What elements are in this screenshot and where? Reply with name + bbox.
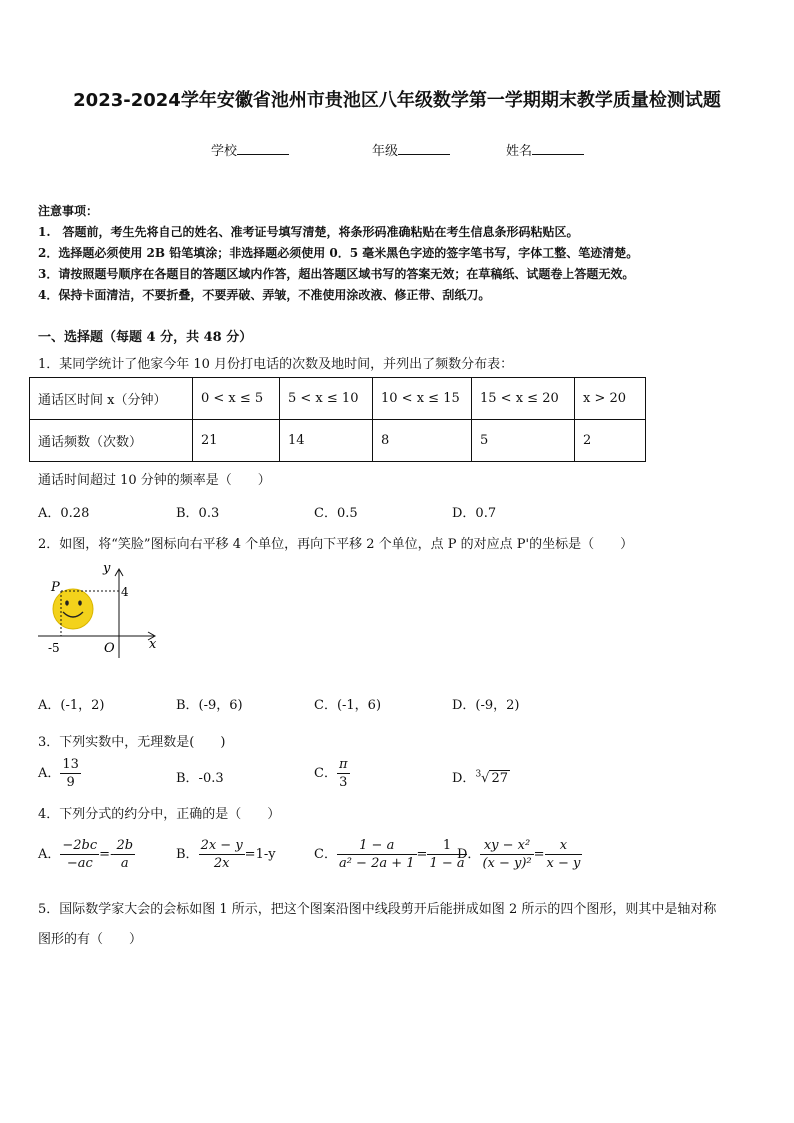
x-tick-minus5: -5 (48, 641, 60, 655)
option-letter: A． (38, 766, 61, 781)
denominator: 9 (66, 775, 75, 790)
fraction (60, 757, 81, 790)
numerator: π (338, 757, 348, 772)
q5-stem-line2: 图形的有（ ） (38, 932, 143, 947)
denominator: 3 (339, 775, 348, 790)
q4-option-d[interactable] (457, 838, 582, 871)
table-cell: 0 < x ≤ 5 (193, 378, 280, 420)
page-title: 2023-2024学年安徽省池州市贵池区八年级数学第一学期期末教学质量检测试题 (73, 90, 721, 111)
q3-option-b[interactable]: B．-0.3 (176, 771, 224, 786)
school-blank (237, 143, 289, 155)
fraction (337, 757, 350, 790)
q3-option-d[interactable] (452, 767, 510, 786)
option-letter: C． (314, 766, 337, 781)
q2-option-b[interactable]: B．(-9，6) (176, 698, 243, 713)
denominator: x − y (546, 856, 581, 871)
frequency-table (29, 377, 646, 462)
fraction (199, 838, 245, 871)
option-letter: A． (38, 847, 61, 862)
numerator: 2b (116, 838, 134, 853)
denominator: 1 − a (429, 856, 465, 871)
smiley-face-icon (53, 589, 93, 629)
option-letter: D． (452, 771, 476, 786)
fraction (114, 838, 135, 871)
table-cell: 8 (373, 420, 472, 462)
q3-stem: 3．下列实数中，无理数是( ) (38, 735, 226, 750)
q4-option-b[interactable] (176, 838, 276, 871)
table-cell: 5 (472, 420, 575, 462)
option-letter: B． (176, 847, 199, 862)
table-cell: 21 (193, 420, 280, 462)
origin-label: O (104, 641, 115, 656)
q3-option-c[interactable] (314, 757, 350, 790)
q2-option-a[interactable]: A．(-1，2) (38, 698, 105, 713)
option-letter: C． (314, 847, 337, 862)
q4-option-c[interactable] (314, 838, 467, 871)
radical-sign-icon: √ (481, 771, 490, 786)
smiley-left-eye (65, 600, 69, 605)
denominator: 2x (213, 856, 230, 871)
q4-option-a[interactable] (38, 838, 135, 871)
root-index: 3 (475, 769, 482, 780)
numerator: 1 − a (337, 838, 417, 855)
grade-blank (398, 143, 450, 155)
school-label: 学校 (211, 144, 238, 159)
q1-option-d[interactable]: D．0.7 (452, 506, 497, 521)
x-axis-label: x (149, 637, 157, 652)
q1-option-a[interactable]: A．0.28 (38, 506, 90, 521)
fraction (545, 838, 583, 871)
q1-option-b[interactable]: B．0.3 (176, 506, 220, 521)
numerator: 1 (427, 838, 466, 855)
q2-option-d[interactable]: D．(-9，2) (452, 698, 520, 713)
note-item: 1. 答题前，考生先将自己的姓名、准考证号填写清楚，将条形码准确粘贴在考生信息条形码粘贴区。 (38, 225, 579, 239)
table-cell: 通话频数（次数） (30, 420, 193, 462)
option-letter: D． (457, 847, 481, 862)
y-tick-4: 4 (121, 585, 129, 599)
q4-stem: 4．下列分式的约分中，正确的是（ ） (38, 807, 281, 822)
fraction (60, 838, 99, 871)
denominator: −ac (66, 856, 93, 871)
q1-stem: 1．某同学统计了他家今年 10 月份打电话的次数及地时间，并列出了频数分布表： (38, 357, 514, 372)
numerator: x (545, 838, 583, 855)
q5-stem-line1: 5．国际数学家大会的会标如图 1 所示，把这个图案沿图中线段剪开后能拼成如图 2 所示的四个图形，则其中是轴对称 (38, 902, 717, 917)
notes-heading: 注意事项： (38, 204, 99, 218)
section-heading: 一、选择题（每题 4 分，共 48 分） (38, 330, 253, 345)
denominator: a (120, 856, 129, 871)
note-item: 2．选择题必须使用 2B 铅笔填涂；非选择题必须使用 0．5 毫米黑色字迹的签字笔书写，字体工整、笔迹清楚。 (38, 246, 639, 260)
table-cell: 通话区时间 x（分钟） (30, 378, 193, 420)
point-p-label: P (51, 580, 60, 595)
q3-option-a[interactable] (38, 757, 81, 790)
grade-label: 年级 (372, 144, 399, 159)
smiley-right-eye (78, 600, 82, 605)
school-field (211, 140, 289, 159)
table-cell: x > 20 (575, 378, 646, 420)
denominator: a² − 2a + 1 (338, 856, 415, 871)
radicand: 27 (491, 771, 509, 786)
name-blank (532, 143, 584, 155)
q2-option-c[interactable]: C．(-1，6) (314, 698, 382, 713)
equals-sign: = (416, 847, 428, 862)
note-item: 4．保持卡面清洁，不要折叠，不要弄破、弄皱，不准使用涂改液、修正带、刮纸刀。 (38, 288, 491, 302)
equals-sign: =- (99, 847, 115, 862)
fraction (480, 838, 533, 871)
notes-block (38, 201, 638, 306)
q1-question: 通话时间超过 10 分钟的频率是（ ） (38, 473, 271, 488)
table-cell: 14 (280, 420, 373, 462)
table-cell: 2 (575, 420, 646, 462)
table-cell: 15 < x ≤ 20 (472, 378, 575, 420)
grade-field (372, 140, 450, 159)
table-row (30, 420, 646, 462)
denominator: (x − y)² (482, 856, 532, 871)
numerator: 2x − y (200, 838, 243, 853)
note-item: 3．请按照题号顺序在各题目的答题区域内作答，超出答题区域书写的答案无效；在草稿纸、试题卷上答题无效。 (38, 267, 635, 281)
table-cell: 5 < x ≤ 10 (280, 378, 373, 420)
table-cell: 10 < x ≤ 15 (373, 378, 472, 420)
y-axis-label: y (103, 561, 111, 576)
fraction (337, 838, 417, 871)
q2-stem: 2．如图，将“笑脸”图标向右平移 4 个单位，再向下平移 2 个单位，点 P 的对应点 P'的坐标是（ ） (38, 537, 634, 552)
smiley-figure (30, 560, 170, 660)
q1-option-c[interactable]: C．0.5 (314, 506, 358, 521)
numerator: 13 (62, 757, 79, 772)
table-row (30, 378, 646, 420)
name-field (506, 140, 584, 159)
equals-sign: = (533, 847, 545, 862)
name-label: 姓名 (506, 144, 533, 159)
numerator: −2bc (62, 838, 98, 853)
equals-result: =1-y (244, 847, 276, 862)
numerator: xy − x² (480, 838, 533, 855)
